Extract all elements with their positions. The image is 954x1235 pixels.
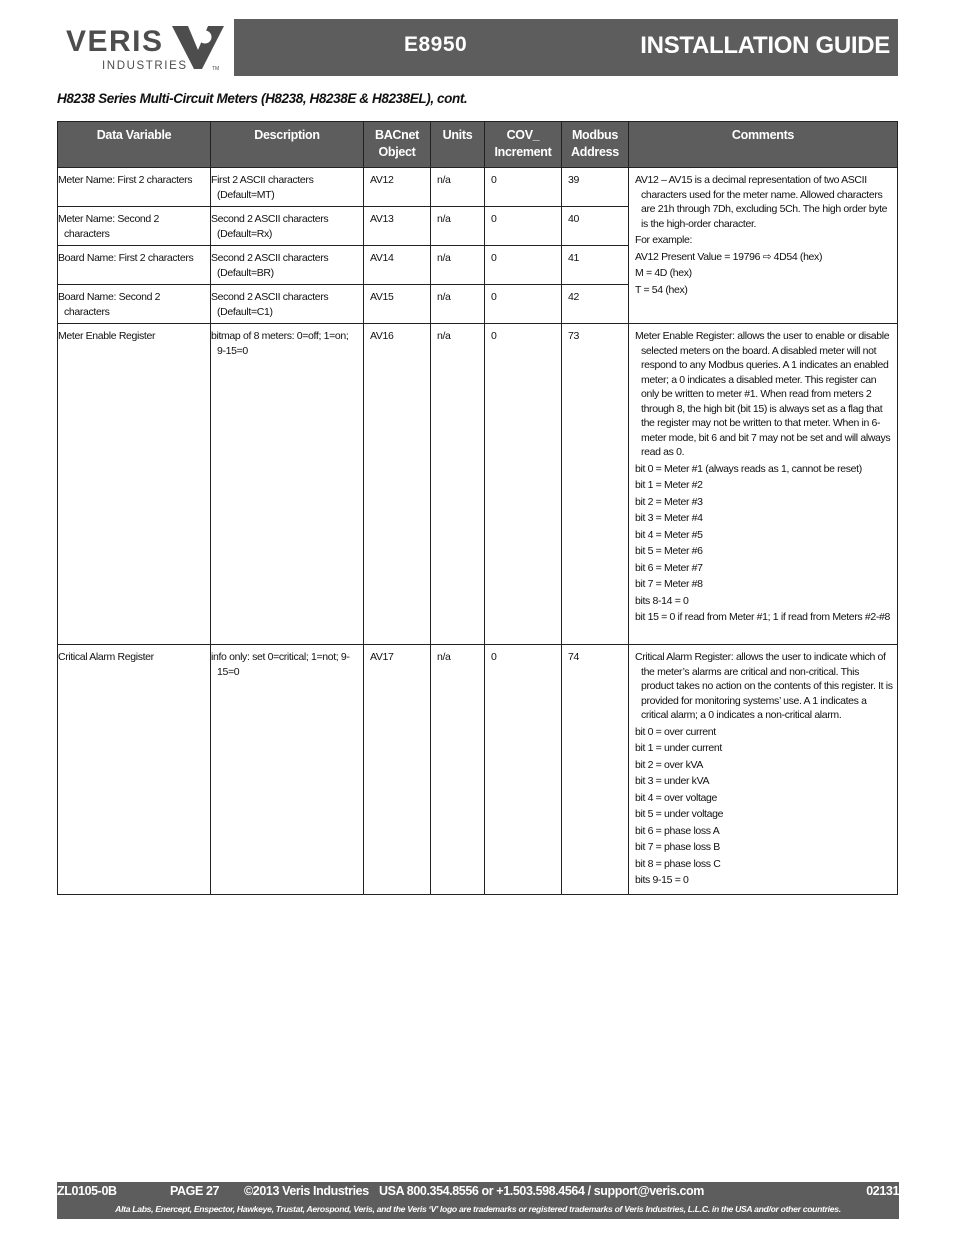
comment-line: bit 0 = Meter #1 (always reads as 1, cannot be reset) xyxy=(635,462,862,475)
cell-description: Second 2 ASCII characters (Default=Rx) xyxy=(211,207,364,246)
cell-modbus-address: 41 xyxy=(562,246,629,285)
cell-bacnet-object: AV17 xyxy=(364,645,431,895)
col-header-data-variable: Data Variable xyxy=(58,122,211,168)
header-banner xyxy=(56,19,898,76)
comment-line: bits 9-15 = 0 xyxy=(635,874,689,886)
comment-line: bit 5 = under voltage xyxy=(635,808,724,820)
comment-line: bit 6 = phase loss A xyxy=(635,824,720,837)
cell-units: n/a xyxy=(431,285,485,324)
comment-line: bit 8 = phase loss C xyxy=(635,857,721,870)
footer-page-number: PAGE 27 xyxy=(170,1184,220,1198)
comment-line: Critical Alarm Register: allows the user to indicate which of the meter’s alarms are critical and non-critical. This product takes no action on the contents of this register. It is provided for monitoring systems’ use. A 1 indicates a critical alarm; a 0 indicates a non-critical alarm. xyxy=(635,651,893,721)
cell-description: Second 2 ASCII characters (Default=C1) xyxy=(211,285,364,324)
cell-cov-increment: 0 xyxy=(485,324,562,645)
footer-doc-id: ZL0105-0B xyxy=(57,1184,117,1198)
cell-data-variable: Critical Alarm Register xyxy=(58,645,211,895)
veris-logo xyxy=(56,19,234,76)
cell-cov-increment: 0 xyxy=(485,645,562,895)
cell-bacnet-object: AV15 xyxy=(364,285,431,324)
cell-data-variable: Meter Enable Register xyxy=(58,324,211,645)
comment-line: bit 6 = Meter #7 xyxy=(635,561,703,574)
comment-line: bit 2 = over kVA xyxy=(635,758,704,771)
cell-description: info only: set 0=critical; 1=not; 9-15=0 xyxy=(211,645,364,895)
cell-cov-increment: 0 xyxy=(485,246,562,285)
logo-wordmark: VERIS xyxy=(66,25,164,58)
table-row xyxy=(58,168,898,207)
table-header-row xyxy=(58,122,898,168)
cell-data-variable: Board Name: First 2 characters xyxy=(58,246,211,285)
model-number: E8950 xyxy=(404,33,468,56)
comment-line: bits 8-14 = 0 xyxy=(635,594,689,607)
comment-line: bit 1 = Meter #2 xyxy=(635,479,703,491)
comment-line: bit 2 = Meter #3 xyxy=(635,495,703,508)
comment-line: For example: xyxy=(635,234,693,246)
comment-line: AV12 Present Value = 19796 ⇨ 4D54 (hex) xyxy=(635,250,823,263)
data-variable-table xyxy=(57,121,898,895)
cell-bacnet-object: AV16 xyxy=(364,324,431,645)
table-row xyxy=(58,645,898,895)
cell-data-variable: Meter Name: First 2 characters xyxy=(58,168,211,207)
cell-modbus-address: 40 xyxy=(562,207,629,246)
col-header-cov-increment: COV_ Increment xyxy=(485,122,562,168)
cell-modbus-address: 39 xyxy=(562,168,629,207)
cell-description: bitmap of 8 meters: 0=off; 1=on; 9-15=0 xyxy=(211,324,364,645)
veris-logo-icon xyxy=(64,23,230,73)
comment-line: bit 7 = phase loss B xyxy=(635,841,720,853)
comment-line: M = 4D (hex) xyxy=(635,267,692,279)
cell-units: n/a xyxy=(431,207,485,246)
comment-line: bit 3 = under kVA xyxy=(635,775,710,787)
col-header-units: Units xyxy=(431,122,485,168)
logo-tm: TM xyxy=(212,66,220,72)
col-header-description: Description xyxy=(211,122,364,168)
col-header-bacnet-object: BACnet Object xyxy=(364,122,431,168)
logo-v-dot xyxy=(199,31,212,44)
cell-comments-meter-enable xyxy=(629,324,898,645)
cell-comments-name-registers xyxy=(629,168,898,324)
page-footer xyxy=(57,1182,899,1219)
logo-subtext: INDUSTRIES xyxy=(102,60,188,72)
cell-modbus-address: 42 xyxy=(562,285,629,324)
footer-contact: USA 800.354.8556 or +1.503.598.4564 / support@veris.com xyxy=(379,1184,704,1198)
cell-modbus-address: 74 xyxy=(562,645,629,895)
footer-date-code: 02131 xyxy=(866,1184,899,1198)
cell-modbus-address: 73 xyxy=(562,324,629,645)
cell-cov-increment: 0 xyxy=(485,168,562,207)
footer-trademark-notice: Alta Labs, Enercept, Enspector, Hawkeye, Trustat, Aerospond, Veris, and the Veris ‘V’ logo are trademarks or registered trademarks of Veris Industries, L.L.C. in the USA and/or other countries. xyxy=(115,1204,841,1214)
section-subtitle: H8238 Series Multi-Circuit Meters (H8238, H8238E & H8238EL), cont. xyxy=(57,91,468,106)
comment-line: AV12 – AV15 is a decimal representation of two ASCII characters used for the meter name. Allowed characters are 21h through 7Dh, excluding 5Ch. The high order byte is the high-order character. xyxy=(635,174,888,230)
table-row xyxy=(58,324,898,645)
cell-bacnet-object: AV12 xyxy=(364,168,431,207)
cell-units: n/a xyxy=(431,246,485,285)
comment-line: bit 3 = Meter #4 xyxy=(635,512,703,524)
comment-line: T = 54 (hex) xyxy=(635,283,688,296)
comment-line: bit 1 = under current xyxy=(635,742,722,754)
comment-line: bit 15 = 0 if read from Meter #1; 1 if read from Meters #2-#8 xyxy=(635,611,890,623)
col-header-modbus-address: Modbus Address xyxy=(562,122,629,168)
comment-line: Meter Enable Register: allows the user to enable or disable selected meters on the board. A disabled meter will not respond to any Modbus queries. A 1 indicates an enabled meter; a 0 indicates a disabled meter. This register can only be written to meter #1. When read from meters 2 through 8, the high bit (bit 15) is always set as a flag that the register may not be written to that meter. When in 6-meter mode, bit 6 and bit 7 may not be set and will always read as 0. xyxy=(635,330,891,458)
cell-cov-increment: 0 xyxy=(485,207,562,246)
cell-bacnet-object: AV13 xyxy=(364,207,431,246)
comment-line: bit 5 = Meter #6 xyxy=(635,545,703,557)
cell-data-variable: Board Name: Second 2 characters xyxy=(58,285,211,324)
cell-units: n/a xyxy=(431,645,485,895)
col-header-comments: Comments xyxy=(629,122,898,168)
cell-bacnet-object: AV14 xyxy=(364,246,431,285)
cell-data-variable: Meter Name: Second 2 characters xyxy=(58,207,211,246)
cell-comments-critical-alarm xyxy=(629,645,898,895)
comment-line: bit 4 = Meter #5 xyxy=(635,528,703,541)
comment-line: bit 0 = over current xyxy=(635,725,716,738)
guide-title: INSTALLATION GUIDE xyxy=(640,32,890,59)
cell-description: First 2 ASCII characters (Default=MT) xyxy=(211,168,364,207)
cell-cov-increment: 0 xyxy=(485,285,562,324)
comment-line: bit 7 = Meter #8 xyxy=(635,578,703,590)
comment-line: bit 4 = over voltage xyxy=(635,791,718,804)
cell-units: n/a xyxy=(431,168,485,207)
cell-units: n/a xyxy=(431,324,485,645)
cell-description: Second 2 ASCII characters (Default=BR) xyxy=(211,246,364,285)
footer-copyright: ©2013 Veris Industries xyxy=(244,1184,369,1198)
